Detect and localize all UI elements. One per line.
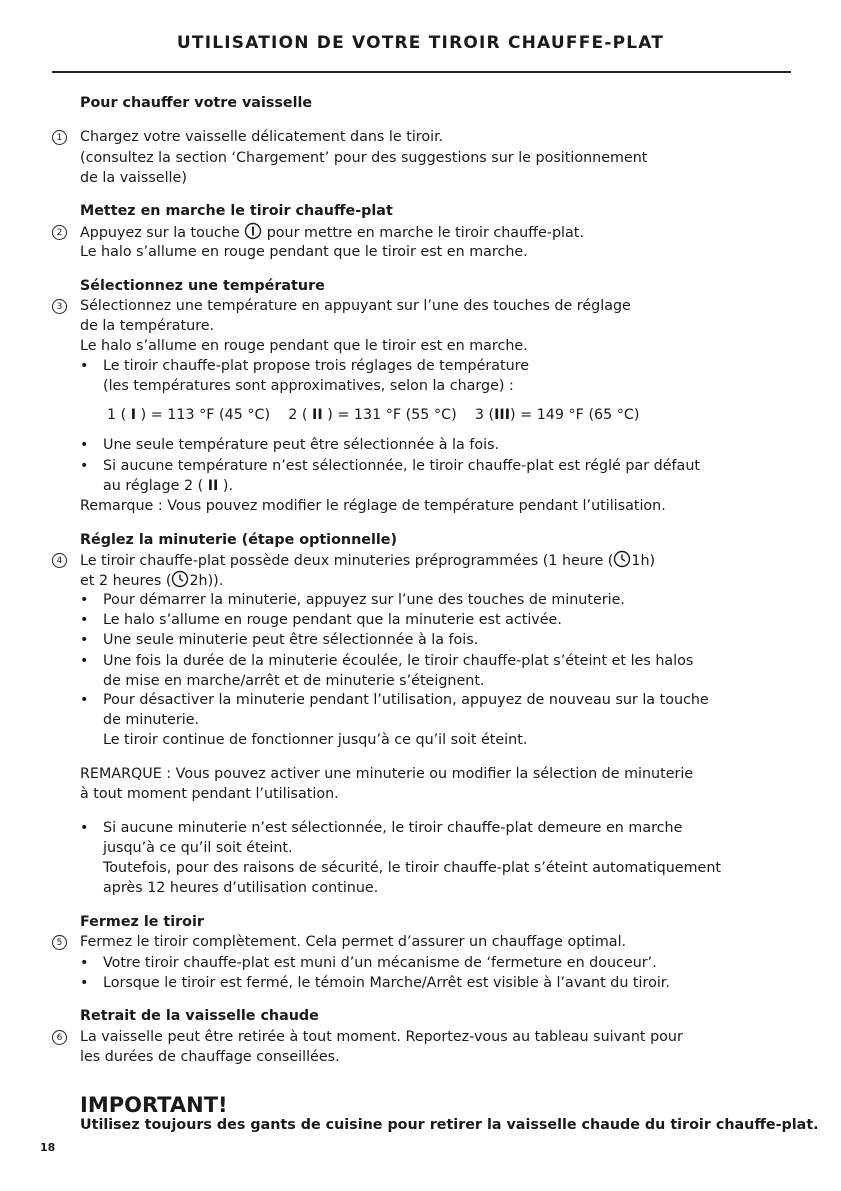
bars-icon-2: II [312,407,323,423]
step2-line-2: Le halo s’allume en rouge pendant que le tiroir est en marche. [80,244,528,260]
header-rule [52,71,791,73]
step1-line-2: (consultez la section ‘Chargement’ pour des suggestions sur le positionnement [80,150,648,166]
step4-bullet-5-line-1: Pour désactiver la minuterie pendant l’utilisation, appuyez de nouveau sur la touche [103,692,709,708]
step3-line-2: de la température. [80,318,215,334]
step4-last-line-2: jusqu’à ce qu’il soit éteint. [103,840,293,856]
step4-bullet-4-line-2: de mise en marche/arrêt et de minuterie s’éteignent. [103,673,485,689]
step-number-6: 6 [52,1030,67,1045]
step1-line-3: de la vaisselle) [80,170,187,186]
step3-bullet3-line-1: Si aucune température n’est sélectionnée, le tiroir chauffe-plat est réglé par défaut [103,458,700,474]
bullet-dot: • [80,437,89,453]
step-number-4: 4 [52,553,67,568]
section-heading-timer: Réglez la minuterie (étape optionnelle) [80,532,397,548]
step4-last-line-1: Si aucune minuterie n’est sélectionnée, le tiroir chauffe-plat demeure en marche [103,820,683,836]
section-heading-remove: Retrait de la vaisselle chaude [80,1008,319,1024]
section-heading-heat: Pour chauffer votre vaisselle [80,95,313,111]
bullet-dot: • [80,592,89,608]
temp-setting-2: 2 ( II ) = 131 °F (55 °C) [288,407,457,423]
step2-text-after: pour mettre en marche le tiroir chauffe-plat. [266,225,584,241]
bars-icon-default: II [207,478,219,494]
section-heading-temperature: Sélectionnez une température [80,278,325,294]
clock-icon [613,550,631,568]
step-number-1: 1 [52,130,67,145]
step5-bullet-1: Votre tiroir chauffe-plat est muni d’un mécanisme de ‘fermeture en douceur’. [103,955,657,971]
important-text: Utilisez toujours des gants de cuisine pour retirer la vaisselle chaude du tiroir chauffe-plat. [80,1117,819,1133]
step3-note: Remarque : Vous pouvez modifier le réglage de température pendant l’utilisation. [80,498,666,514]
temp-setting-1: 1 ( I ) = 113 °F (45 °C) [107,407,271,423]
bullet-dot: • [80,358,89,374]
step4-last-line-3: Toutefois, pour des raisons de sécurité, le tiroir chauffe-plat s’éteint automatiquement [103,860,721,876]
step5-line: Fermez le tiroir complètement. Cela permet d’assurer un chauffage optimal. [80,934,627,950]
bullet-dot: • [80,820,89,836]
timer-2h-label: 2h [189,573,208,589]
page-title: UTILISATION DE VOTRE TIROIR CHAUFFE-PLAT [176,33,665,53]
step5-bullet-2: Lorsque le tiroir est fermé, le témoin Marche/Arrêt est visible à l’avant du tiroir. [103,975,670,991]
bullet-dot: • [80,692,89,708]
step3-bullet1-line-1: Le tiroir chauffe-plat propose trois réglages de température [103,358,530,374]
bullet-dot: • [80,955,89,971]
step1-line-1: Chargez votre vaisselle délicatement dans le tiroir. [80,129,444,145]
temp-setting-3: 3 (III) = 149 °F (65 °C) [474,407,640,423]
bars-icon-1: I [130,407,137,423]
section-heading-close: Fermez le tiroir [80,914,204,930]
temperature-settings-row [107,405,639,425]
bullet-dot: • [80,612,89,628]
step-number-2: 2 [52,225,67,240]
page-number: 18 [40,1141,56,1154]
step4-bullet-1: Pour démarrer la minuterie, appuyez sur l’une des touches de minuterie. [103,592,625,608]
step6-line-2: les durées de chauffage conseillées. [80,1049,340,1065]
bullet-dot: • [80,653,89,669]
step3-bullet2: Une seule température peut être sélectionnée à la fois. [103,437,500,453]
bars-icon-3: III [494,407,511,423]
step3-bullet3-line-2: au réglage 2 ( II ). [103,478,234,494]
step4-bullet-2: Le halo s’allume en rouge pendant que la minuterie est activée. [103,612,562,628]
clock-icon [171,570,189,588]
timer-1h-label: 1h [631,553,650,569]
step4-bullet-5-line-2: de minuterie. [103,712,200,728]
step6-line-1: La vaisselle peut être retirée à tout moment. Reportez-vous au tableau suivant pour [80,1029,683,1045]
important-title: IMPORTANT! [80,1093,228,1117]
step3-bullet1-line-2: (les températures sont approximatives, selon la charge) : [103,378,514,394]
bullet-dot: • [80,632,89,648]
bullet-dot: • [80,458,89,474]
step2-line-1 [80,222,584,243]
step4-line-1: Le tiroir chauffe-plat possède deux minuteries préprogrammées (1 heure ( 1h) [80,550,655,571]
power-button-icon [244,222,262,240]
step3-line-3: Le halo s’allume en rouge pendant que le tiroir est en marche. [80,338,528,354]
section-heading-start: Mettez en marche le tiroir chauffe-plat [80,203,393,219]
step2-text-before: Appuyez sur la touche [80,225,240,241]
step4-line-2: et 2 heures ( 2h)). [80,570,223,591]
step4-remark-line-2: à tout moment pendant l’utilisation. [80,786,339,802]
step-number-3: 3 [52,299,67,314]
step3-line-1: Sélectionnez une température en appuyant sur l’une des touches de réglage [80,298,631,314]
step4-bullet-4-line-1: Une fois la durée de la minuterie écoulée, le tiroir chauffe-plat s’éteint et les halos [103,653,694,669]
step4-bullet-5-line-3: Le tiroir continue de fonctionner jusqu’à ce qu’il soit éteint. [103,732,528,748]
step-number-5: 5 [52,935,67,950]
step4-last-line-4: après 12 heures d’utilisation continue. [103,880,379,896]
step4-bullet-3: Une seule minuterie peut être sélectionnée à la fois. [103,632,479,648]
step4-remark-line-1: REMARQUE : Vous pouvez activer une minuterie ou modifier la sélection de minuterie [80,766,694,782]
bullet-dot: • [80,975,89,991]
